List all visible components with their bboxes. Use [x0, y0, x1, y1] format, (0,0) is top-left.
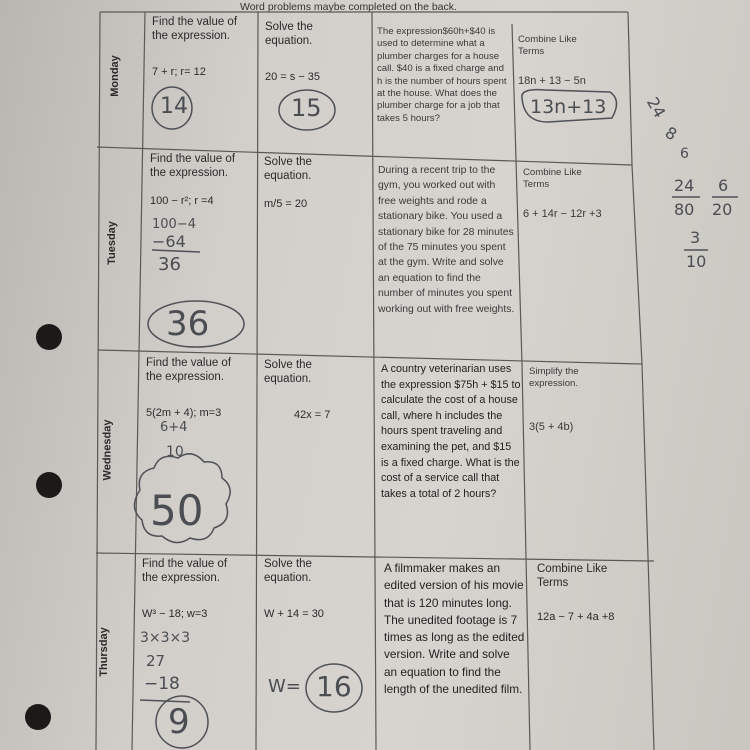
work-thu-1-line1: 3×3×3 — [140, 630, 191, 646]
answer-mon-1: 14 — [160, 94, 188, 119]
problem-expression: 100 − r²; r =4 — [150, 195, 214, 207]
day-label-thursday: Thursday — [97, 627, 110, 677]
margin-top-2: 8 — [661, 122, 681, 145]
answer-thu-2: 16 — [316, 670, 352, 703]
problem-text: The expression$60h+$40 is used to determine what a plumber charges for a house call. $40 is a fixed charge and h is the number of hours spent at the house. What does the plumber charge for a job that takes 5 hours? — [377, 26, 507, 124]
problem-prompt: Solve the equation. — [265, 21, 313, 47]
problem-prompt: Find the value of the expression. — [150, 153, 236, 179]
answer-mon-4: 13n+13 — [530, 96, 607, 118]
work-wed-1-line1: 6+4 — [160, 420, 188, 435]
margin-frac-2-num: 6 — [718, 176, 729, 195]
problem-prompt: Find the value of the expression. — [142, 558, 228, 584]
margin-frac-3-den: 10 — [686, 252, 707, 271]
work-tue-1-line1: 100−4 — [152, 217, 196, 232]
problem-expression: 3(5 + 4b) — [529, 420, 574, 433]
problem-prompt: Combine Like Terms — [523, 167, 582, 191]
problem-prompt: Combine Like Terms — [537, 563, 608, 589]
worksheet-header: Word problems maybe completed on the back. — [240, 1, 457, 13]
answer-wed-1: 50 — [150, 486, 204, 535]
problem-expression: 6 + 14r − 12r +3 — [523, 207, 602, 220]
work-thu-2-label: W= — [268, 676, 301, 697]
problem-expression: m/5 = 20 — [264, 198, 308, 210]
day-label-wednesday: Wednesday — [101, 419, 114, 481]
problem-expression: 5(2m + 4); m=3 — [146, 407, 222, 419]
work-tue-1-line2: −64 — [152, 232, 186, 251]
problem-prompt: Solve the equation. — [264, 558, 312, 584]
problem-expression: 12a − 7 + 4a +8 — [537, 611, 615, 623]
work-wed-1-line2: 10 — [166, 444, 184, 460]
problem-expression: 7 + r; r= 12 — [152, 66, 206, 78]
day-label-tuesday: Tuesday — [105, 221, 118, 265]
problem-prompt: Solve the equation. — [264, 156, 312, 182]
answer-mon-2: 15 — [291, 94, 322, 122]
margin-frac-3-num: 3 — [690, 228, 701, 247]
margin-frac-1-num: 24 — [674, 176, 695, 195]
problem-expression: W + 14 = 30 — [264, 608, 324, 620]
problem-prompt: Simplify the expression. — [529, 366, 579, 390]
problem-expression: 20 = s − 35 — [265, 71, 321, 83]
problem-prompt: Combine Like Terms — [518, 34, 577, 58]
problem-expression: 18n + 13 − 5n — [518, 74, 586, 87]
work-tue-1-line3: 36 — [158, 254, 181, 275]
problem-expression: 42x = 7 — [294, 409, 331, 421]
problem-prompt: Solve the equation. — [264, 359, 312, 385]
problem-expression: W³ − 18; w=3 — [142, 608, 208, 620]
answer-thu-1: 9 — [168, 702, 190, 742]
day-label-monday: Monday — [108, 55, 121, 97]
margin-frac-1-den: 80 — [674, 200, 695, 219]
problem-text: A country veterinarian uses the expression $75h + $15 to calculate the cost of a house call, where h includes the hours spent traveling and examining the pet, and $15 is a fixed charge. What is the cost of a service call that takes a total of 2 hours? — [381, 363, 521, 500]
problem-prompt: Find the value of the expression. — [146, 357, 232, 383]
margin-frac-2-den: 20 — [712, 200, 733, 219]
problem-text: A filmmaker makes an edited version of his movie that is 120 minutes long. The unedited footage is 7 times as long as the edited version. Write and solve an equation to find the length of the unedited film. — [384, 561, 525, 697]
work-thu-1-line2: 27 — [146, 652, 166, 670]
problem-text: During a recent trip to the gym, you worked out with free weights and rode a stationary bike. You used a stationary bike for 28 minutes of the 75 minutes you spent at the gym. Write and solve an equation to find the number of minutes you spent working out with free weights. — [378, 165, 515, 315]
work-thu-1-line3: −18 — [144, 674, 180, 694]
margin-top-3: 6 — [680, 146, 689, 162]
problem-prompt: Find the value of the expression. — [152, 16, 238, 42]
answer-tue-1: 36 — [166, 304, 210, 344]
margin-top-1: 24 — [642, 93, 670, 122]
